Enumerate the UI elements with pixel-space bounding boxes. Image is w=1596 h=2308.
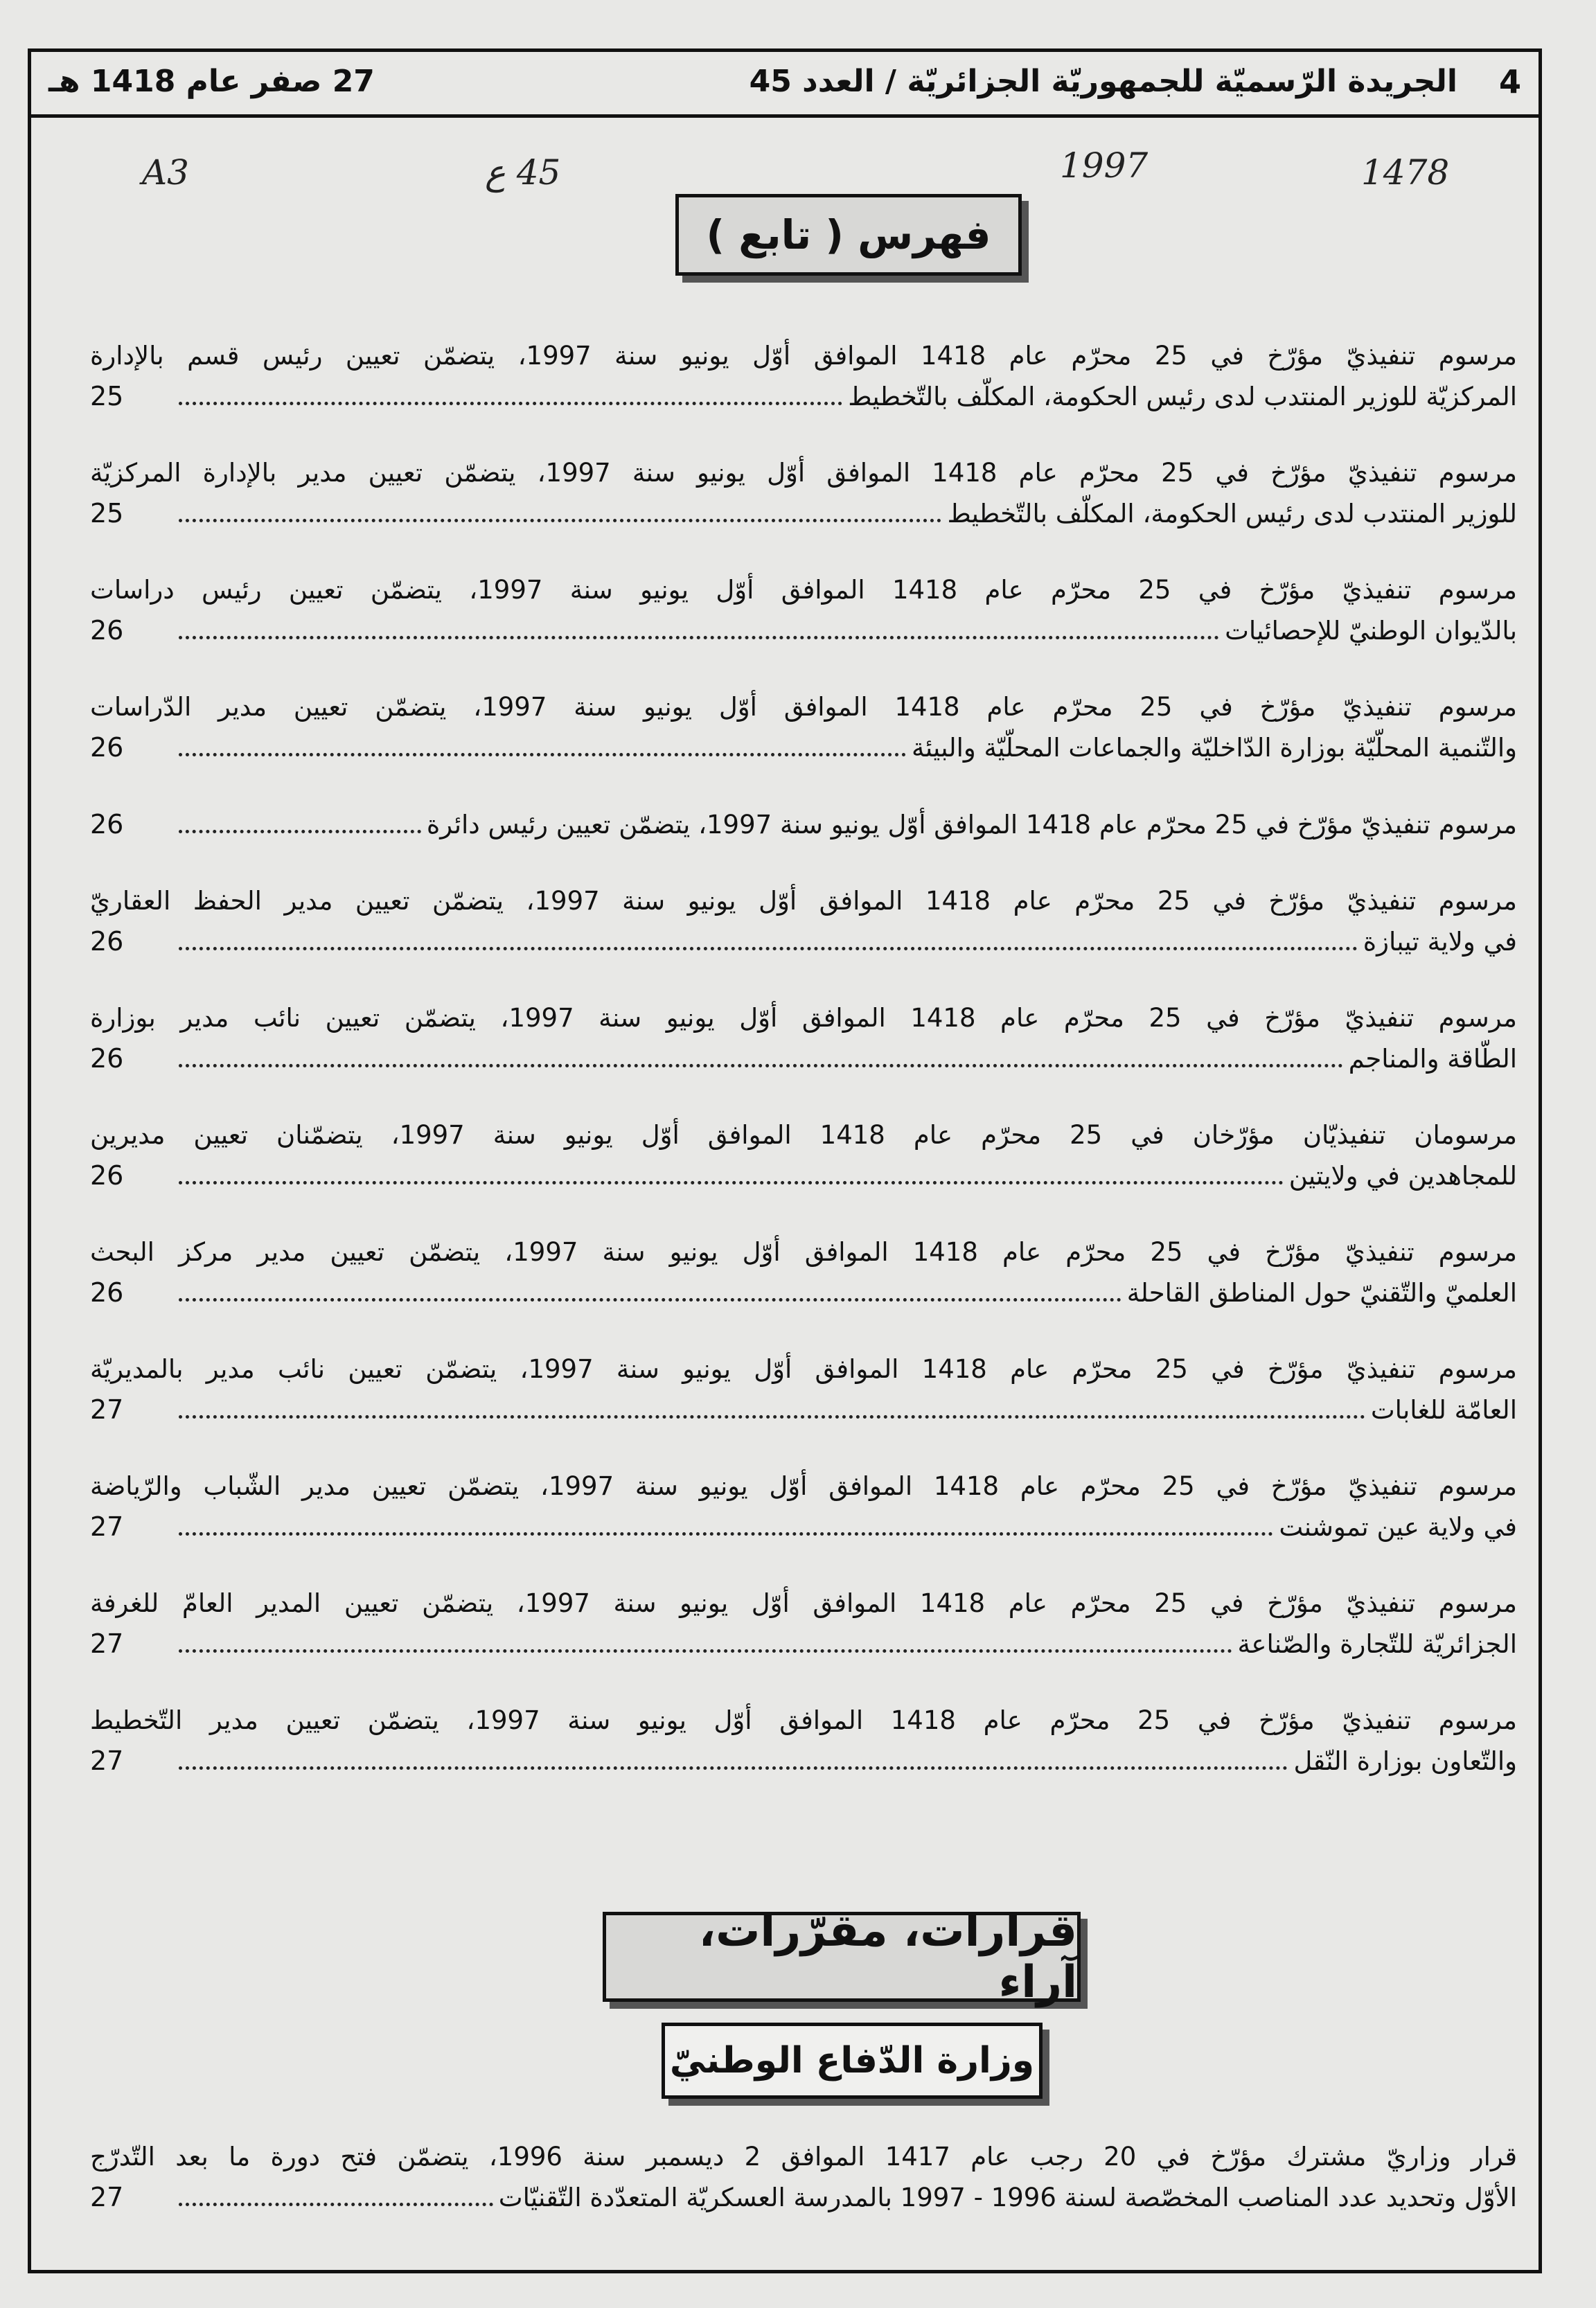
entry-line-1: مرسوم تنفيذيّ مؤرّخ في 25 محرّم عام 1418 الموافق أوّل يونيو سنة 1997، يتضمّن تعيين رئيس دراسات bbox=[90, 575, 1517, 605]
toc-entry bbox=[90, 998, 1517, 1079]
entry-line-1: مرسوم تنفيذيّ مؤرّخ في 25 محرّم عام 1418 الموافق أوّل يونيو سنة 1997، يتضمّن تعيين نائب مدير بوزارة bbox=[90, 1003, 1517, 1033]
leader-dots bbox=[179, 402, 842, 405]
entry-line-2: للوزير المنتدب لدى رئيس الحكومة، المكلّف بالتّخطيط bbox=[947, 499, 1517, 529]
entry-line-1: مرسوم تنفيذيّ مؤرّخ في 25 محرّم عام 1418 الموافق أوّل يونيو سنة 1997، يتضمّن تعيين مدير الحفظ العقاريّ bbox=[90, 886, 1517, 916]
toc-entry bbox=[90, 1466, 1517, 1547]
toc-entry bbox=[90, 1583, 1517, 1665]
issue-date: 27 صفر عام 1418 هـ bbox=[48, 64, 375, 99]
entry-line-1: مرسوم تنفيذيّ مؤرّخ في 25 محرّم عام 1418 الموافق أوّل يونيو سنة 1997، يتضمّن تعيين نائب مدير بالمديريّة bbox=[90, 1354, 1517, 1384]
entry-line-1: مرسوم تنفيذيّ مؤرّخ في 25 محرّم عام 1418 الموافق أوّل يونيو سنة 1997، يتضمّن تعيين مدير بالإدارة المركزيّة bbox=[90, 458, 1518, 488]
handwritten-note-right: 1478 bbox=[1361, 152, 1450, 193]
entry-line-1: مرسوم تنفيذيّ مؤرّخ في 25 محرّم عام 1418 الموافق أوّل يونيو سنة 1997، يتضمّن تعيين رئيس قسم بالإدارة bbox=[90, 341, 1518, 371]
entry-line-2: للمجاهدين في ولايتين bbox=[1288, 1161, 1517, 1191]
leader-dots bbox=[179, 1532, 1273, 1536]
entry-page-number: 27 bbox=[90, 1746, 124, 1776]
page-number: 4 bbox=[1498, 62, 1521, 100]
toc-entry bbox=[90, 1349, 1517, 1430]
leader-dots bbox=[179, 1064, 1343, 1067]
entry-line-2: بالدّيوان الوطنيّ للإحصائيات bbox=[1225, 616, 1517, 646]
toc-entry bbox=[90, 570, 1517, 651]
leader-dots bbox=[179, 1649, 1232, 1653]
entry-line-1: قرار وزاريّ مشترك مؤرّخ في 20 رجب عام 1417 الموافق 2 ديسمبر سنة 1996، يتضمّن فتح دورة ما بعد التّدرّج bbox=[90, 2142, 1518, 2172]
entry-line-2: العامّة للغابات bbox=[1370, 1395, 1517, 1425]
handwritten-note-left: A3 bbox=[142, 152, 189, 193]
entry-line-2: الأوّل وتحديد عدد المناصب المخصّصة لسنة 1996 - 1997 بالمدرسة العسكريّة المتعدّدة التّقنيّات bbox=[498, 2183, 1517, 2212]
entry-line-1: مرسوم تنفيذيّ مؤرّخ في 25 محرّم عام 1418 الموافق أوّل يونيو سنة 1997، يتضمّن تعيين مدير الشّباب والرّياضة bbox=[90, 1471, 1517, 1501]
leader-dots bbox=[179, 1766, 1288, 1770]
entry-page-number: 26 bbox=[90, 926, 124, 957]
leader-dots bbox=[179, 2203, 493, 2206]
entry-page-number: 26 bbox=[90, 1277, 124, 1308]
leader-dots bbox=[179, 947, 1358, 950]
decision-entry bbox=[90, 2137, 1517, 2218]
entry-line-2: في ولاية عين تموشنت bbox=[1279, 1512, 1517, 1542]
entry-line-2: المركزيّة للوزير المنتدب لدى رئيس الحكومة، المكلّف بالتّخطيط bbox=[848, 382, 1517, 411]
entry-line-2: والتّنمية المحلّيّة بوزارة الدّاخليّة والجماعات المحلّيّة والبيئة bbox=[912, 733, 1517, 763]
entry-line-1: مرسوم تنفيذيّ مؤرّخ في 25 محرّم عام 1418 الموافق أوّل يونيو سنة 1997، يتضمّن تعيين مدير التّخطيط bbox=[90, 1705, 1517, 1735]
entry-page-number: 26 bbox=[90, 732, 124, 763]
entry-line-2: الطّاقة والمناجم bbox=[1348, 1044, 1517, 1074]
leader-dots bbox=[179, 519, 941, 522]
leader-dots bbox=[179, 753, 906, 756]
toc-entry bbox=[90, 1232, 1517, 1313]
toc-entry bbox=[90, 687, 1517, 768]
entry-line-1: مرسوم تنفيذيّ مؤرّخ في 25 محرّم عام 1418 الموافق أوّل يونيو سنة 1997، يتضمّن تعيين مدير مركز البحث bbox=[90, 1237, 1517, 1267]
handwritten-note-year: 1997 bbox=[1060, 145, 1149, 186]
entry-line-2: والتّعاون بوزارة النّقل bbox=[1293, 1746, 1517, 1776]
toc-entry bbox=[90, 336, 1517, 417]
entry-line-2: العلميّ والتّقنيّ حول المناطق القاحلة bbox=[1126, 1278, 1517, 1308]
leader-dots bbox=[179, 830, 421, 833]
ministry-title: وزارة الدّفاع الوطنيّ bbox=[662, 2023, 1043, 2099]
entry-page-number: 26 bbox=[90, 615, 124, 646]
toc-entry bbox=[90, 804, 1517, 845]
entry-line-1: مرسوم تنفيذيّ مؤرّخ في 25 محرّم عام 1418 الموافق أوّل يونيو سنة 1997، يتضمّن تعيين رئيس دائرة bbox=[426, 810, 1517, 840]
entry-page-number: 25 bbox=[90, 498, 124, 529]
entry-page-number: 27 bbox=[90, 1628, 124, 1659]
entry-page-number: 26 bbox=[90, 809, 124, 840]
entry-line-2: في ولاية تيبازة bbox=[1363, 927, 1517, 957]
index-title: فهرس ( تابع ) bbox=[675, 194, 1022, 276]
page-header bbox=[28, 48, 1542, 118]
handwritten-note-mid: 45 ع bbox=[485, 152, 561, 193]
leader-dots bbox=[179, 1181, 1284, 1184]
table-of-contents bbox=[90, 336, 1517, 1818]
entry-page-number: 26 bbox=[90, 1160, 124, 1191]
entry-line-1: مرسوم تنفيذيّ مؤرّخ في 25 محرّم عام 1418 الموافق أوّل يونيو سنة 1997، يتضمّن تعيين المدير العامّ للغرفة bbox=[90, 1588, 1517, 1618]
toc-entry bbox=[90, 453, 1517, 534]
entry-page-number: 27 bbox=[90, 1394, 124, 1425]
toc-entry bbox=[90, 881, 1517, 962]
entry-page-number: 27 bbox=[90, 2182, 124, 2212]
entry-line-1: مرسوم تنفيذيّ مؤرّخ في 25 محرّم عام 1418 الموافق أوّل يونيو سنة 1997، يتضمّن تعيين مدير الدّراسات bbox=[90, 692, 1517, 722]
gazette-title: الجريدة الرّسميّة للجمهوريّة الجزائريّة / العدد 45 bbox=[749, 64, 1457, 99]
entry-line-2: الجزائريّة للتّجارة والصّناعة bbox=[1237, 1629, 1517, 1659]
entry-page-number: 25 bbox=[90, 381, 124, 411]
entry-line-1: مرسومان تنفيذيّان مؤرّخان في 25 محرّم عام 1418 الموافق أوّل يونيو سنة 1997، يتضمّنان تعيين مديرين bbox=[90, 1120, 1517, 1150]
leader-dots bbox=[179, 1298, 1121, 1302]
entry-page-number: 27 bbox=[90, 1511, 124, 1542]
toc-entry bbox=[90, 1115, 1517, 1196]
section-title: قرارات، مقرّرات، آراء bbox=[603, 1912, 1081, 2002]
entry-page-number: 26 bbox=[90, 1043, 124, 1074]
leader-dots bbox=[179, 636, 1219, 639]
toc-entry bbox=[90, 1701, 1517, 1782]
leader-dots bbox=[179, 1415, 1365, 1419]
